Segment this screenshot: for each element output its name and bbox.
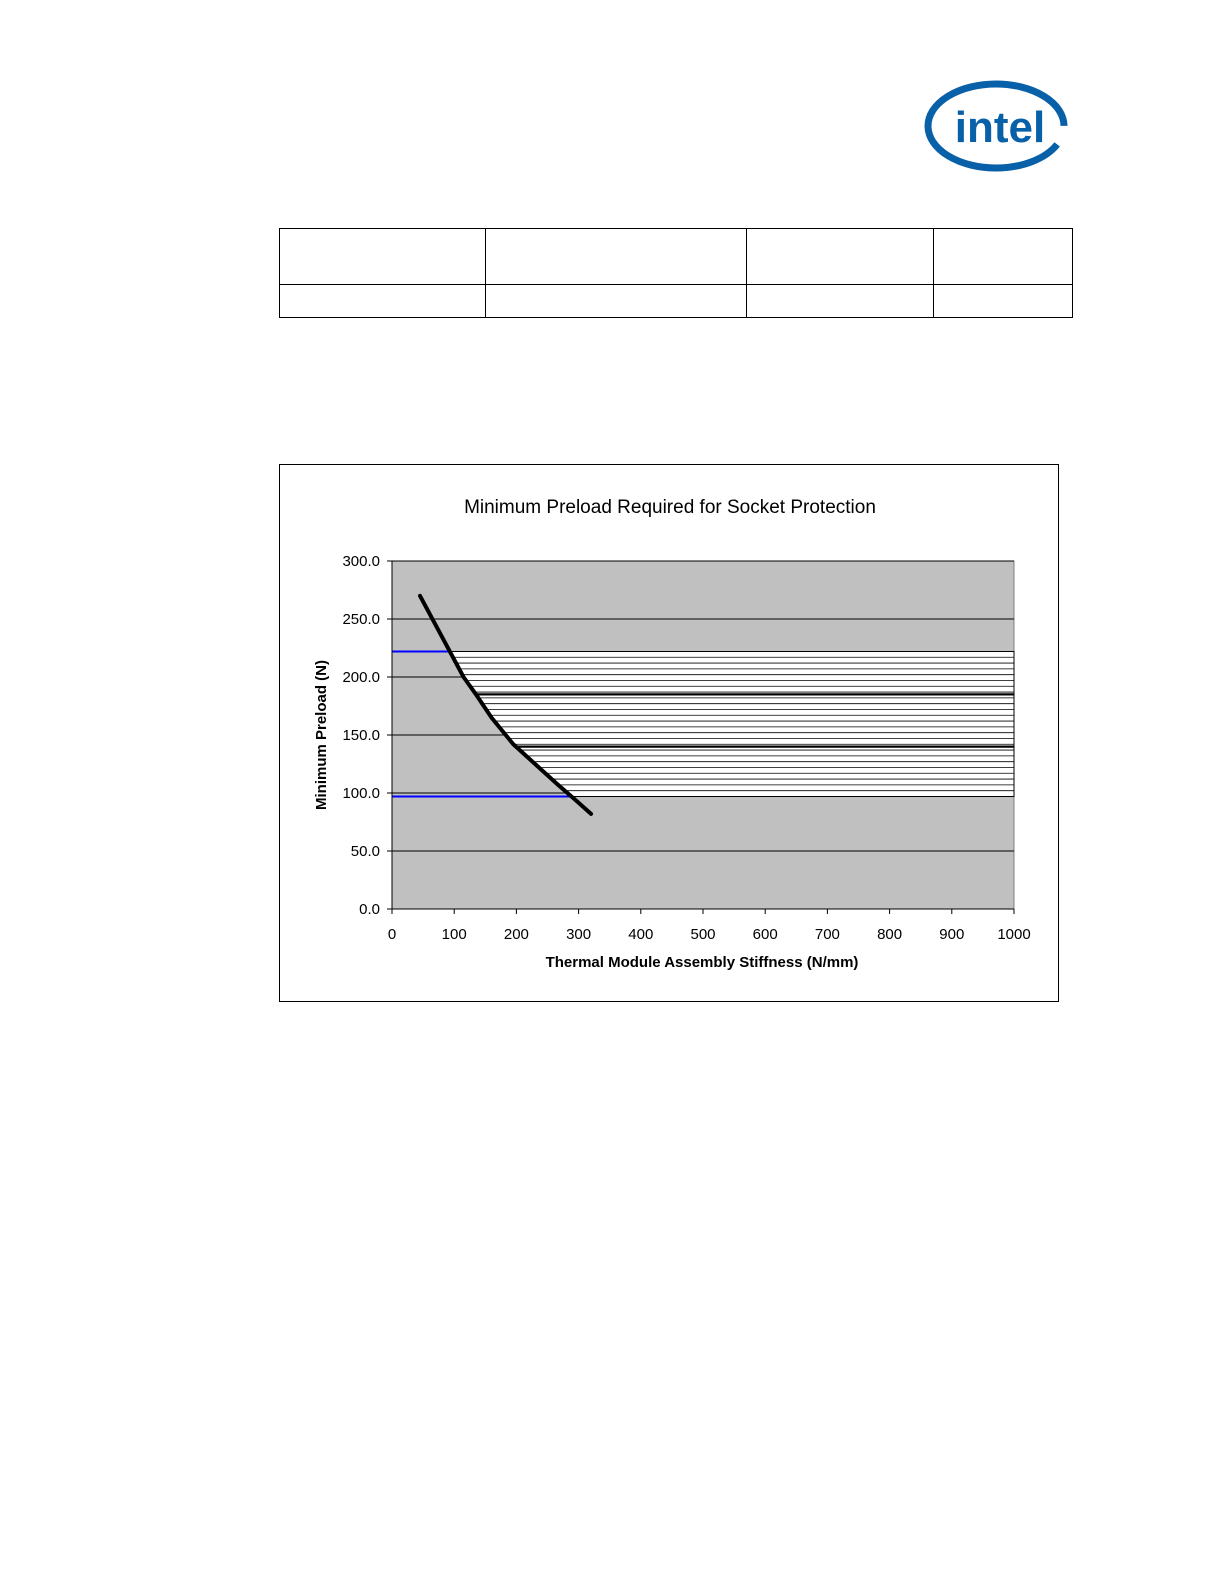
x-tick-label: 500 xyxy=(690,926,716,943)
table-cell xyxy=(280,285,486,318)
x-tick-label: 600 xyxy=(752,926,778,943)
x-tick-label: 100 xyxy=(441,926,467,943)
doc-table xyxy=(279,228,1073,318)
y-axis-label: Minimum Preload (N) xyxy=(313,659,330,811)
chart-title: Minimum Preload Required for Socket Protection xyxy=(464,497,876,518)
x-axis-label: Thermal Module Assembly Stiffness (N/mm) xyxy=(545,954,859,971)
x-tick-label: 900 xyxy=(939,926,965,943)
table-cell xyxy=(747,285,934,318)
chart xyxy=(280,465,1058,1001)
table-cell xyxy=(747,229,934,285)
y-tick-label: 250.0 xyxy=(342,611,380,628)
y-tick-label: 150.0 xyxy=(342,727,380,744)
y-tick-label: 0.0 xyxy=(359,901,380,918)
y-tick-label: 300.0 xyxy=(342,553,380,570)
y-tick-label: 200.0 xyxy=(342,669,380,686)
table-cell xyxy=(934,285,1073,318)
table-cell xyxy=(486,285,747,318)
y-axis-ticks xyxy=(342,553,392,918)
x-tick-label: 1000 xyxy=(997,926,1031,943)
x-tick-label: 400 xyxy=(628,926,654,943)
y-tick-label: 50.0 xyxy=(350,843,380,860)
table-cell xyxy=(486,229,747,285)
y-tick-label: 100.0 xyxy=(342,785,380,802)
plot-area xyxy=(392,561,1014,909)
x-tick-label: 700 xyxy=(814,926,840,943)
x-tick-label: 200 xyxy=(503,926,529,943)
table-cell xyxy=(280,229,486,285)
x-tick-label: 300 xyxy=(566,926,592,943)
table-cell xyxy=(934,229,1073,285)
x-tick-label: 0 xyxy=(387,926,397,943)
chart-frame xyxy=(279,464,1059,1002)
intel-logo xyxy=(922,78,1072,178)
x-axis-ticks xyxy=(388,909,1031,943)
logo-wordmark: intel xyxy=(954,103,1046,152)
table-row xyxy=(280,229,1073,285)
x-tick-label: 800 xyxy=(877,926,903,943)
table-row xyxy=(280,285,1073,318)
